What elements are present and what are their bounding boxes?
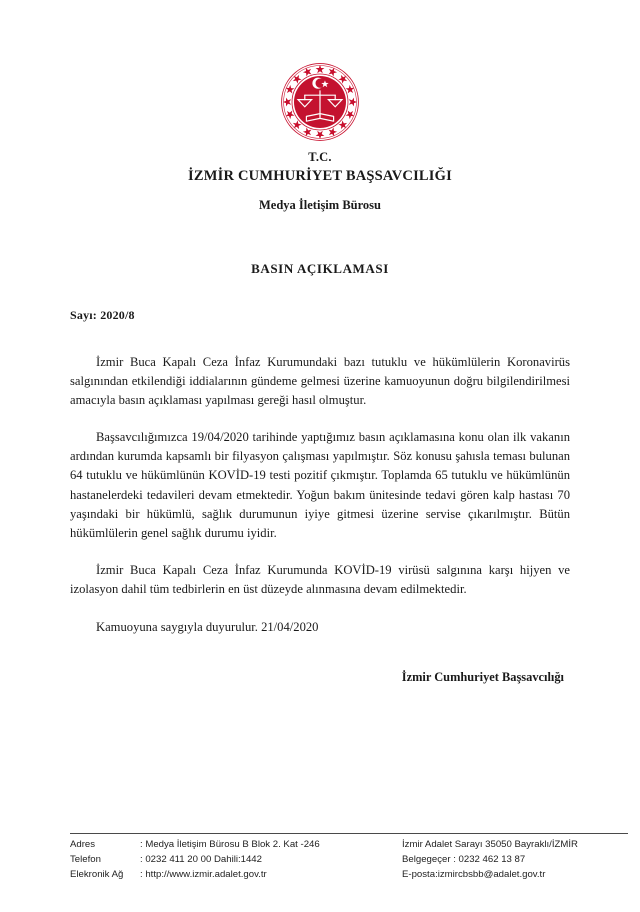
header-department: Medya İletişim Bürosu [259, 198, 381, 213]
turkish-ministry-of-justice-seal-icon [280, 62, 360, 142]
header-tc: T.C. [308, 150, 332, 164]
footer-row-address [70, 837, 400, 852]
footer-right-column [400, 837, 628, 882]
signature-block: İzmir Cumhuriyet Başsavcılığı [401, 670, 564, 685]
emblem-container [0, 0, 640, 142]
document-body [70, 308, 570, 686]
paragraph-3: İzmir Buca Kapalı Ceza İnfaz Kurumunda KOVİD-19 virüsü salgınına karşı hijyen ve izolasyon dahil tüm tedbirlerin en üst düzeyde alınmasına devam edilmektedir. [70, 562, 570, 597]
footer-divider [70, 833, 628, 834]
footer-left-column [70, 837, 400, 882]
page-title: BASIN AÇIKLAMASI [251, 260, 389, 276]
footer-label-address: Adres [70, 838, 96, 850]
footer-email[interactable]: E-posta:izmircbsbb@adalet.gov.tr [402, 868, 546, 880]
footer-fax: Belgegeçer : 0232 462 13 87 [402, 853, 526, 865]
document-header [0, 149, 640, 215]
reference-number: Sayı: 2020/8 [70, 307, 135, 322]
paragraph-1: İzmir Buca Kapalı Ceza İnfaz Kurumundaki bazı tutuklu ve hükümlülerin Koronavirüs salgınından etkilendiği iddialarının gündeme gelmesi üzerine kamuoyunun doğru bilgilendirilmesi amacıyla basın açıklaması yapılması gereği hasıl olmuştur. [70, 354, 570, 407]
footer-row-website [70, 867, 400, 882]
document-footer [70, 833, 628, 882]
footer-label-phone: Telefon [70, 853, 101, 865]
paragraph-2: Başsavcılığımızca 19/04/2020 tarihinde yaptığımız basın açıklamasına konu olan ilk vakanın ardından kurumda kapsamlı bir filyasyon çalışması yapılmıştır. Söz konusu şahısla teması bulunan 64 tutuklu ve hükümlünün KOVİD-19 testi pozitif çıkmıştır. Toplamda 65 tutuklu ve hükümlünün hastanelerdeki tedavileri devam etmektedir. Yoğun bakım ünitesinde tedavi gören kalp hastası 70 yaşındaki bir hükümlü, sağlık durumunun iyiye gitmesi üzerine servise çıkarılmıştır. Bütün hükümlülerin genel sağlık durumu iyidir. [70, 430, 570, 540]
footer-row-phone [70, 852, 400, 867]
closing-line: Kamuoyuna saygıyla duyurulur. 21/04/2020 [96, 620, 319, 635]
footer-value-address: : Medya İletişim Bürosu B Blok 2. Kat -246 [140, 838, 320, 850]
footer-value-website[interactable]: : http://www.izmir.adalet.gov.tr [140, 868, 267, 880]
footer-label-website: Elekronik Ağ [70, 868, 124, 880]
footer-value-phone: : 0232 411 20 00 Dahili:1442 [140, 853, 262, 865]
footer-courthouse-address: İzmir Adalet Sarayı 35050 Bayraklı/İZMİR [402, 838, 578, 850]
header-organization: İZMİR CUMHURİYET BAŞSAVCILIĞI [188, 167, 452, 184]
